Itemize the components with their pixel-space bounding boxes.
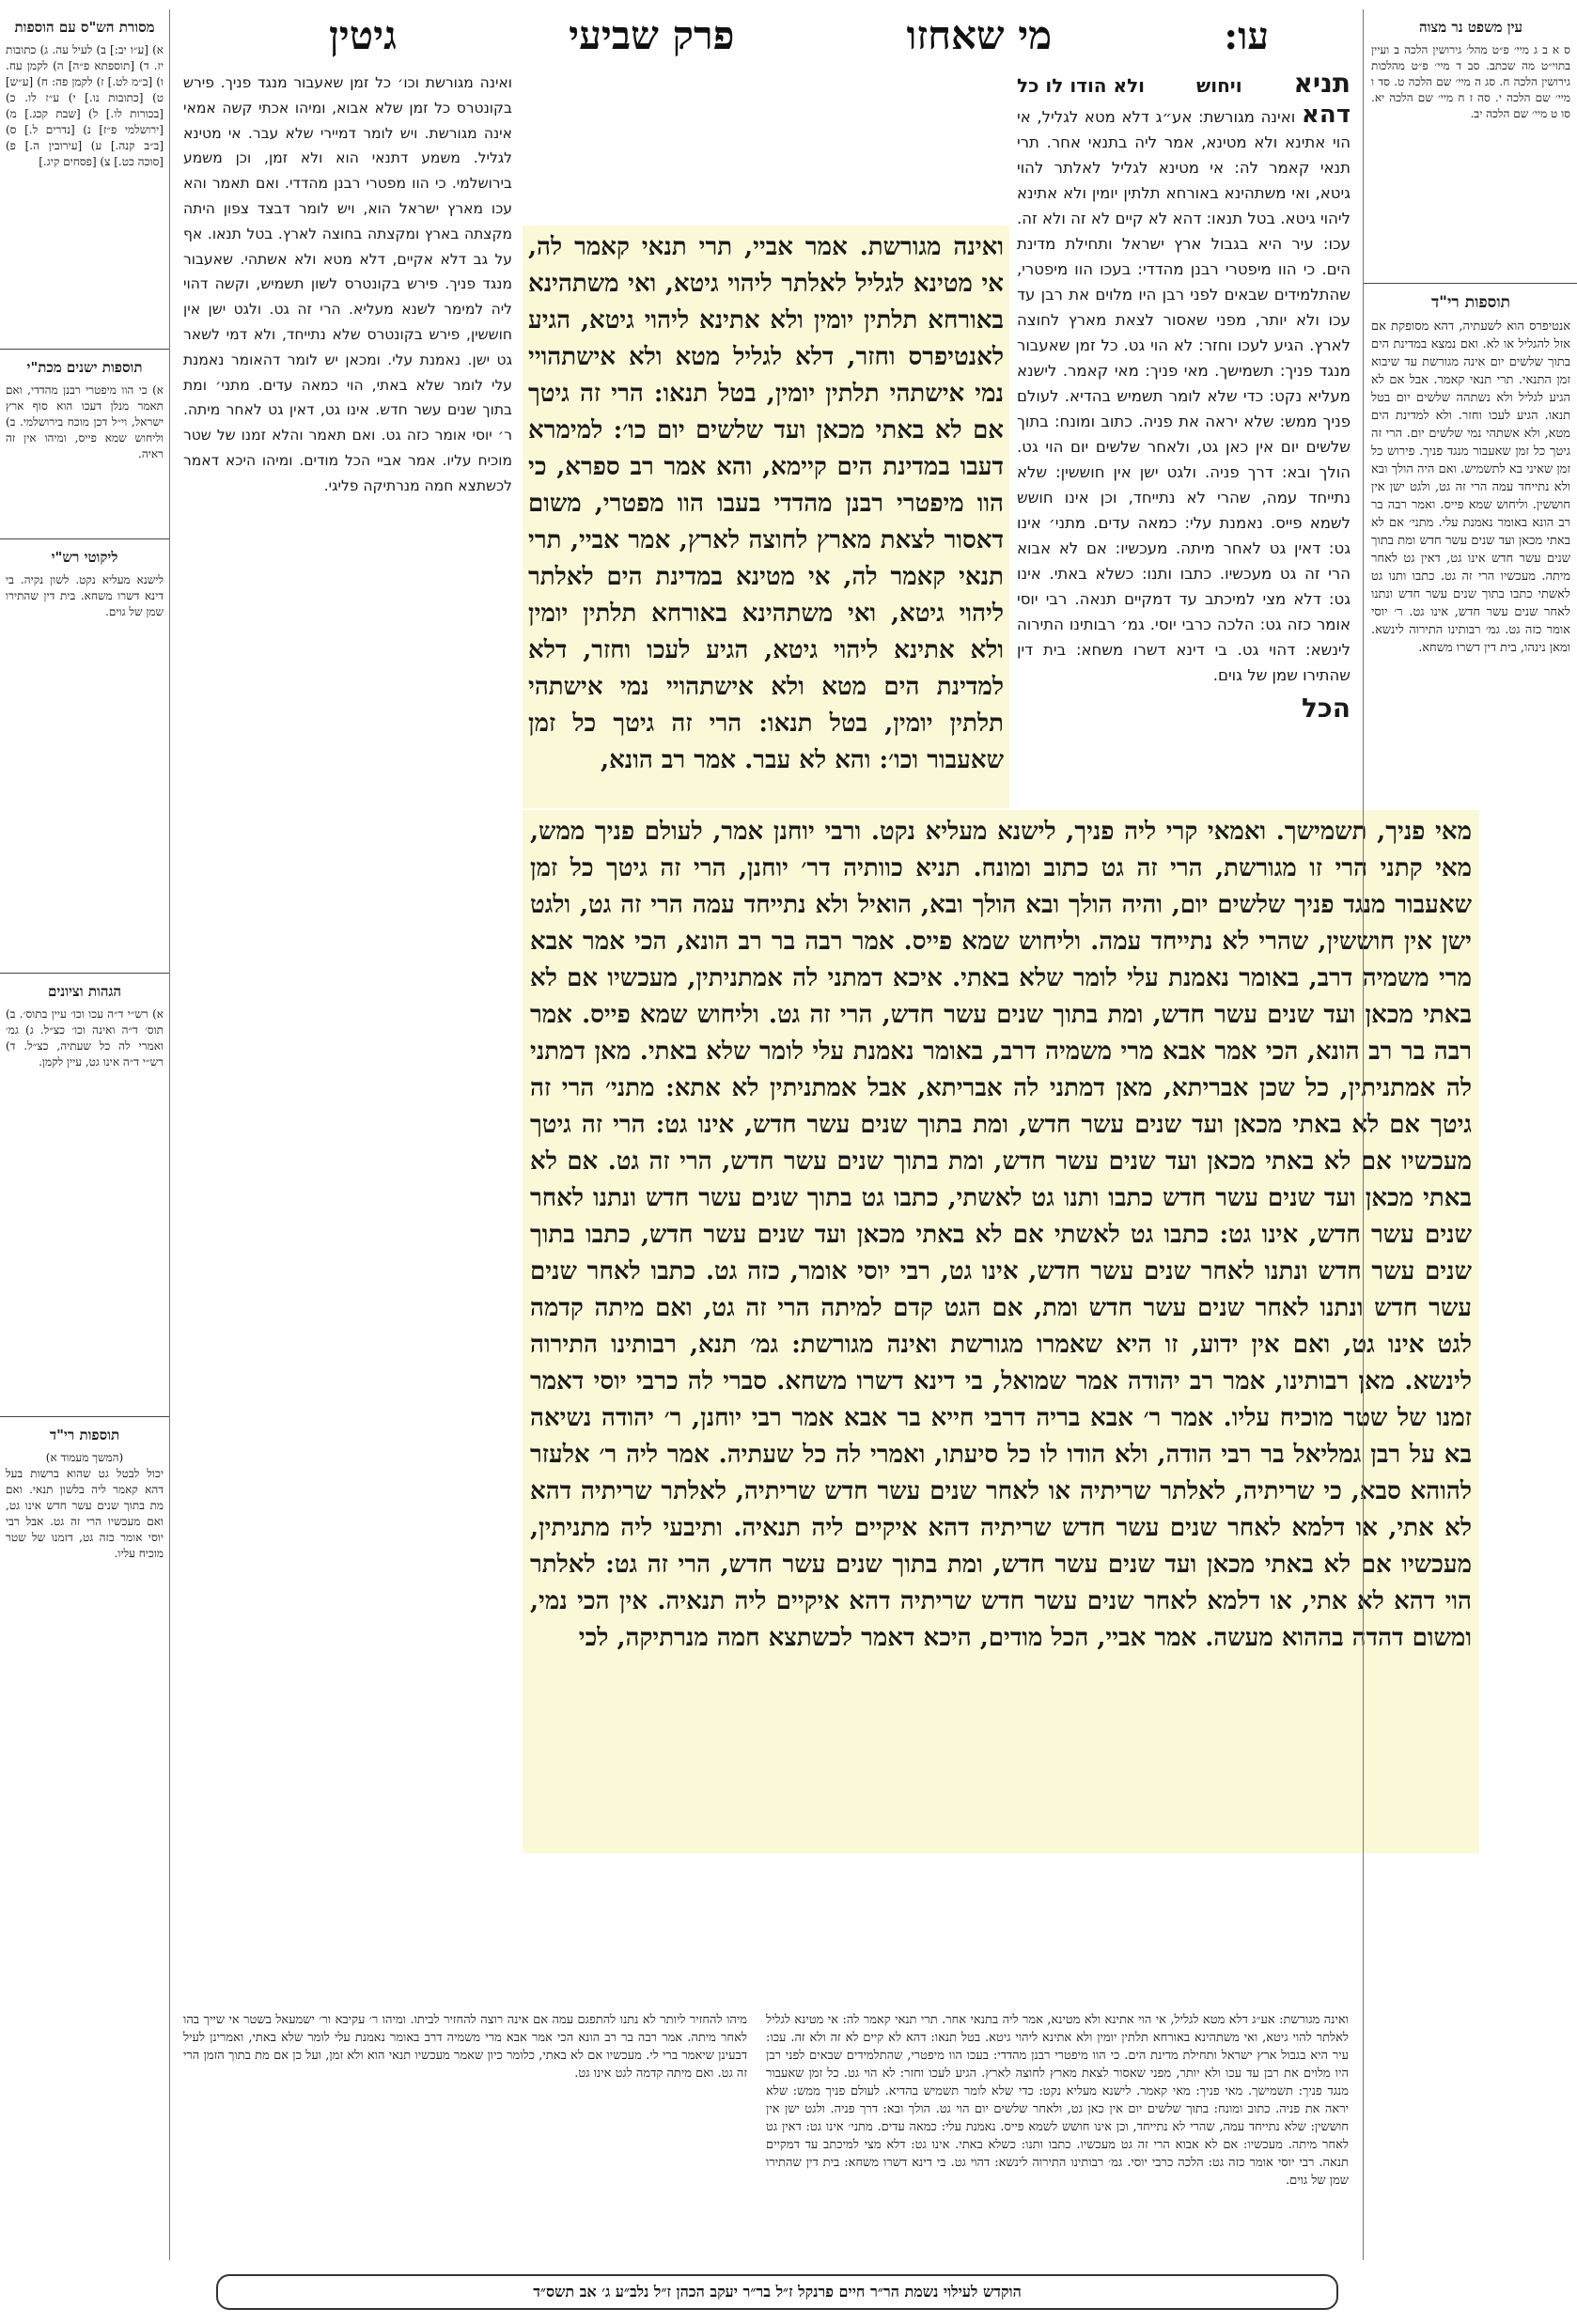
gemara-upper <box>523 226 1009 808</box>
tosafot-yeshanim-title: תוספות ישנים מכת"י <box>26 359 143 376</box>
masoret-title: מסורת הש"ס עם הוספות <box>14 19 155 36</box>
lead-word-hakol: הכל <box>1301 693 1351 724</box>
folio-number: עו: <box>1224 13 1269 58</box>
dedication-text: הוקדש לעילוי נשמת הר״ר חיים פרנקל ז״ל בר״ר יעקב הכהן ז״ל נלב״ע ג׳ אב תשס״ד <box>533 2283 1022 2301</box>
rashi-text: ואינה מגורשת: אע״ג דלא מטא לגליל, אי הוי אתינא ולא מטינא, אמר ליה בתנאי אחר. תרי תנאי קאמר לה: אי מטינא לגליל לאלתר להוי גיטא, ואי משתהינא באורחא תלתין יומין ולא אתינא ליהוי גיטא. בטל תנאו: דהא לא קיים לא זה ולא זה. עכו: עיר היא בגבול ארץ ישראל ותחילת מדינת הים. כי הוו מיפטרי רבנן מהדדי: בעכו הוו מיפטרי, שהתלמידים שבאים לפני רבן היו מלוים את רבן עד עכו ולא יותר, מפני שאסור לצאת מארץ לחוצה לארץ. הגיע לעכו וחזר: לא הוי גט. כל זמן שאעבור מנגד פניך: תשמישך. מאי פניך: מאי קאמר. לישנא מעליא נקט: כדי שלא לומר תשמיש בהדיא. לעולם פניך ממש: שלא יראה את פניה. כתוב ומונח: בתוך שלשים יום אין כאן גט, ולאחר שלשים יום הוי גט. הולך ובא: דרך פניה. ולגט ישן אין חוששין: שלא נתייחד עמה, שהרי לא נתייחד, וכן אינו חושש לשמא פייס. נאמנת עלי: כמאה עדים. מתני׳ אינו גט: דאין גט לאחר מיתה. מעכשיו: אם לא אבוא הרי זה גט מעכשיו. כתבו ותנו: כשלא באתי. אינו גט: דלא מצי למיכתב עד דמקיים תנאה. רבי יוסי אומר כזה גט: הלכה כרבי יוסי. גמ׳ רבותינו התירוה לינשא: דהוי גט. בי דינא דשרו משחא: בית דין שהתירו שמן של גוים. <box>1017 108 1351 684</box>
tosafot-column <box>183 70 512 1997</box>
masoret-hashas: א) [ע״ו יב:] ב) לעיל עה. ג) כתובות יז. ד) [תוספתא פ״ה] ה) לקמן עח. ו) [ב״מ לט.] ז) לקמן פה: ח) [ע״ש] ט) [כתובות נו.] י) ע״ז לו. כ) [בכורות לו.] ל) [שבת קכג.] מ) [ירושלמי פ״ז] נ) [נדרים ל.] ס) [ב״ב קנה.] ע) [עירובין ה.] פ) [סוכה כט.] צ) [פסחים קיג.] <box>6 43 164 168</box>
gemara-full-text: מאי פניך, תשמישך. ואמאי קרי ליה פניך, לישנא מעליא נקט. ורבי יוחנן אמר, לעולם פניך ממש, מאי קתני הרי זו מגורשת, הרי זה גט כתוב ומונח. תניא כוותיה דר׳ יוחנן, הרי זה גיטך כל זמן שאעבור מנגד פניך שלשים יום, והיה הולך ובא הולך ובא, הואיל ולא נתייחד עמה הרי זה גט, ולגט ישן אין חוששין, שהרי לא נתייחד עמה. וליחוש שמא פייס. אמר רבה בר רב הונא, הכי אמר אבא מרי משמיה דרב, באומר נאמנת עלי לומר שלא באתי. איכא דמתני לה אמתניתין, מעכשיו אם לא באתי מכאן ועד שנים עשר חדש, ומת בתוך שנים עשר חדש, הרי זה גט. וליחוש שמא פייס. אמר רבה בר רב הונא, הכי אמר אבא מרי משמיה דרב, באומר נאמנת עלי לומר שלא באתי. מאן דמתני לה אמתניתין, כל שכן אבריתא, מאן דמתני לה אבריתא, אבל אמתניתין לא אתא: מתני׳ הרי זה גיטך אם לא באתי מכאן ועד שנים עשר חדש, ומת בתוך שנים עשר חדש, אינו גט: הרי זה גיטך מעכשיו אם לא באתי מכאן ועד שנים עשר חדש, ומת בתוך שנים עשר חדש, הרי זה גט. אם לא באתי מכאן ועד שנים עשר חדש כתבו ותנו גט לאשתי, כתבו גט בתוך שנים עשר חדש ונתנו לאחר שנים עשר חדש, אינו גט: כתבו גט לאשתי אם לא באתי מכאן ועד שנים עשר חדש, כתבו בתוך שנים עשר חדש ונתנו לאחר שנים עשר חדש, אינו גט, רבי יוסי אומר, כזה גט. כתבו לאחר שנים עשר חדש ונתנו לאחר שנים עשר חדש ומת, אם הגט קדם למיתה הרי זה גט, ואם מיתה קדמה לגט אינו גט, ואם אין ידוע, זו היא שאמרו מגורשת ואינה מגורשת: גמ׳ תנא, רבותינו התירוה לינשא. מאן רבותינו, אמר רב יהודה אמר שמואל, בי דינא דשרו משחא. סברי לה כרבי יוסי דאמר זמנו של שטר מוכיח עליו. אמר ר׳ אבא בריה דרבי חייא בר אבא אמר רבי יוחנן, ר׳ יהודה נשיאה בא על רבן גמליאל בר רבי הודה, ולא הודו לו כל סיעתו, ואמרי לה כל שעתיה. אמר ליה ר׳ אלעזר להוהא סבא, כי שריתיה, לאלתר שריתיה או לאחר שנים עשר חדש שריתיה, לאלתר שריתיה דהא לא אתי, או דלמא לאחר שנים עשר חדש שריתיה דהא איקיים ליה תנאיה. ותיבעי ליה מתניתין, מעכשיו אם לא באתי מכאן ועד שנים עשר חדש, ומת בתוך שנים עשר חדש, הרי זה גט: לאלתר הוי דהא לא אתי, או דלמא לאחר שנים עשר חדש שריתיה דהא איקיים ליה תנאיה. אין הכי נמי, ומשום דהדה בההוא מעשה. אמר אביי, הכל מודים, היכא דאמר לכשתצא חמה מנרתיקה, לכי <box>530 818 1472 1652</box>
likutei-rashi-title: ליקוטי רש"י <box>51 549 118 566</box>
tosafot-rid-left-title: תוספות רי"ד <box>49 1427 120 1443</box>
rashi-column <box>1017 70 1351 808</box>
bottom-notes-text-left: מיהו להחזיר ליותר לא נתנו להתפגם עמה אם אינה רוצה להחזיר לביתו. ומיהו ר׳ עקיבא ור׳ ישמעאל בשטר אי שייך בהו לאחר מיתה. אמר רבה בר רב הונא הכי אמר אבא מרי משמיה דרב באומר נאמנת עלי לומר שלא באתי, ואמרינן לעיל דבעינן שיאמר ברי לי. מעכשיו אם לא באתי, כלומר כיון שאמר מעכשיו תנאי הוא ולא זמן, ועל כן אם מת בתוך הזמן הרי זה גט. ואם מיתה קדמה לגט אינו גט. <box>183 2013 747 2081</box>
tosafot-rid-right: אנטיפרס הוא לשעתיה, דהא מסופקת אם אזל להגליל או לא. ואם נמצא במדינת הים בתוך שלשים יום אינה מגורשת עד שיבוא זמן התנאי. תרי תנאי קאמר. אבל אם לא הגיע לגליל ולא נשתהה שלשים יום בטל תנאו. הגיע לעכו וחזר. ולא למדינת הים מטא, ולא אשתהי נמי שלשים יום. הרי זה גיטך כל זמן שאעבור מנגד פניך. פירוש כל זמן שאיני בא לתשמיש. ואם היה הולך ובא ולא נתייחד עמה הרי זה גט, ולגט ישן אין חוששין. וליחוש שמא פייס. ואמר רבה בר רב הונא באומר נאמנת עלי. מתני׳ אם לא באתי מכאן ועד שנים עשר חדש ומת בתוך שנים עשר חדש אינו גט, דאין גט לאחר מיתה. מעכשיו הרי זה גט. כתבו ותנו גט לאשתי כתבו בתוך שנים עשר חדש ונתנו לאחר שנים עשר חדש, אינו גט. ר׳ יוסי אומר כזה גט. גמ׳ רבותינו התירוה לינשא. ומאן נינהו, בית דין דשרו משחא. <box>1371 320 1570 655</box>
right-margin-column <box>1363 9 1577 2260</box>
ein-mishpat-title: עין משפט נר מצוה <box>1418 19 1523 36</box>
hagahot-title: הגהות וציונים <box>47 983 122 1000</box>
lead-word-tanya: תניא <box>1293 70 1351 99</box>
tosafot-yeshanim: א) כי הוו מיפטרי רבנן מהדדי, ואם תאמר מנלן דעכו הוא סוף ארץ ישראל, וי״ל דכן מוכח בירושלמי. ב) וליחוש שמא פייס, ומיהו אין זה ראיה. <box>6 383 164 460</box>
chapter-title: פרק שביעי <box>569 12 735 58</box>
tractate-title: גיטין <box>329 12 397 58</box>
left-margin-column <box>0 9 170 2260</box>
tosafot-rid-right-title: תוספות רי"ד <box>1430 293 1511 312</box>
lead-word-lo-hodu: ולא הודו לו כל <box>1017 74 1146 97</box>
continued-note: (המשך מעמוד א) <box>45 1451 124 1464</box>
page-header <box>329 8 1269 64</box>
lead-word-veyichoch: ויחוש <box>1196 74 1242 97</box>
hagahot-vetziyunim: א) רש״י ד״ה עכו וכו׳ עיין בתוס׳. ב) תוס׳ ד״ה ואינה וכו׳ כצ״ל. ג) גמ׳ ואמרי לה כל שעתיה, כצ״ל. ד) רש״י ד״ה אינו גט, עיין לקמן. <box>6 1007 164 1068</box>
gemara-lower <box>523 810 1479 1853</box>
bottom-notes-left <box>183 2011 747 2265</box>
likutei-rashi: לישנא מעליא נקט. לשון נקיה. בי דינא דשרו משחא. בית דין שהתירו שמן של גוים. <box>6 573 164 618</box>
tosafot-text: ואינה מגורשת וכו׳ כל זמן שאעבור מנגד פניך. פירש בקונטרס כל זמן שלא אבוא, ומיהו אכתי קשה אמאי אינה מגורשת. ויש לומר דמיירי שלא עבר. אי מטינא לגליל. משמע דתנאי הוא ולא זמן, וכן משמע בירושלמי. כי הוו מפטרי רבנן מהדדי. ואם תאמר והא עכו מארץ ישראל הוא, ויש לומר דבצד צפון היתה מקצתה בארץ ומקצתה בחוצה לארץ. בטל תנאו. אף על גב דלא אקיים, דלא מטא ולא אשתהי. שאעבור מנגד פניך. פירש בקונטרס לשון תשמיש, וקשה דהוי ליה למימר לשנא מעליא. הרי זה גט. ולגט ישן אין חוששין, פירש בקונטרס שלא נתייחד, ולא דמי לשאר גט ישן. נאמנת עלי. ומכאן יש לומר דהאומר נאמנת עלי לומר שלא באתי, הוי כמאה עדים. מתני׳ ומת בתוך שנים עשר חדש. אינו גט, דאין גט לאחר מיתה. ר׳ יוסי אומר כזה גט. ואם תאמר והלא זמנו של שטר מוכיח עליו. אמר אביי הכל מודים. ומיהו היכא דאמר לכשתצא חמה מנרתיקה פליגי. <box>183 74 512 494</box>
tosafot-rid-left: יכול לבטל גט שהוא ברשות בעל דהא קאמר ליה בלשון תנאי. ואם מת בתוך שנים עשר חדש אינו גט, ואם מעכשיו הרי זה גט. אבל רבי יוסי אומר כזה גט, דזמנו של שטר מוכיח עליו. <box>6 1467 164 1560</box>
dedication-banner <box>216 2274 1338 2310</box>
bottom-notes-text-right: ואינה מגורשת: אע״ג דלא מטא לגליל, אי הוי אתינא ולא מטינא, אמר ליה בתנאי אחר. תרי תנאי קאמר לה: אי מטינא לגליל לאלתר להוי גיטא, ואי משתהינא באורחא תלתין יומין ולא אתינא ליהוי גיטא. בטל תנאו: דהא לא קיים לא זה ולא זה. עכו: עיר היא בגבול ארץ ישראל ותחילת מדינת הים. כי הוו מיפטרי רבנן מהדדי: בעכו הוו מיפטרי, שהתלמידים שבאים לפני רבן היו מלוים את רבן עד עכו ולא יותר, מפני שאסור לצאת מארץ לחוצה לארץ. הגיע לעכו וחזר: לא הוי גט. כל זמן שאעבור מנגד פניך: תשמישך. מאי פניך: מאי קאמר. לישנא מעליא נקט: כדי שלא לומר תשמיש בהדיא. לעולם פניך ממש: שלא יראה את פניה. כתוב ומונח: בתוך שלשים יום אין כאן גט, ולאחר שלשים יום הוי גט. הולך ובא: דרך פניה. ולגט ישן אין חוששין: שלא נתייחד עמה, שהרי לא נתייחד, וכן אינו חושש לשמא פייס. נאמנת עלי: כמאה עדים. מתני׳ אינו גט: דאין גט לאחר מיתה. מעכשיו: אם לא אבוא הרי זה גט מעכשיו. כתבו ותנו: כשלא באתי. אינו גט: דלא מצי למיכתב עד דמקיים תנאה. רבי יוסי אומר כזה גט: הלכה כרבי יוסי. גמ׳ רבותינו התירוה לינשא: דהוי גט. בי דינא דשרו משחא: בית דין שהתירו שמן של גוים. <box>766 2013 1349 2188</box>
bottom-notes-right <box>766 2011 1349 2265</box>
ein-mishpat: ס א ב ג מיי׳ פ״ט מהל׳ גירושין הלכה ב ועיין בתוי״ט מה שכתב. סב ד מיי׳ פ״ט מהלכות גירושין הלכה ח. סג ה מיי׳ שם הלכה ט. סד ו מיי׳ שם הלכה י. סה ז ח מיי׳ שם הלכה יא. סו ט מיי׳ שם הלכה יב. <box>1371 43 1570 120</box>
lead-word-daha: דהא <box>1301 101 1351 129</box>
chapter-prefix: מי שאחזו <box>906 12 1053 58</box>
gemara-opening-text: ואינה מגורשת. אמר אביי, תרי תנאי קאמר לה, אי מטינא לגליל לאלתר ליהוי גיטא, ואי משתהינא באורחא תלתין יומין ולא אתינא ליהוי גיטא, הגיע לאנטיפרס וחזר, דלא לגליל מטא ולא אישתהויי נמי אישתהי תלתין יומין, בטל תנאו: הרי זה גיטך אם לא באתי מכאן ועד שלשים יום כו׳: למימרא דעבו במדינת הים קיימא, והא אמר רב ספרא, כי הוו מיפטרי רבנן מהדדי בעבו הוו מפטרי, משום דאסור לצאת מארץ לחוצה לארץ, אמר אביי, תרי תנאי קאמר לה, אי מטינא במדינת הים לאלתר ליהוי גיטא, ואי משתהינא באורחא תלתין יומין ולא אתינא ליהוי גיטא, הגיע לעכו וחזר, דלא למדינת הים מטא ולא אישתהויי נמי אישתהי תלתין יומין, בטל תנאו: הרי זה גיטך כל זמן שאעבור וכו׳: והא לא עבר. אמר רב הונא, <box>528 233 1004 774</box>
